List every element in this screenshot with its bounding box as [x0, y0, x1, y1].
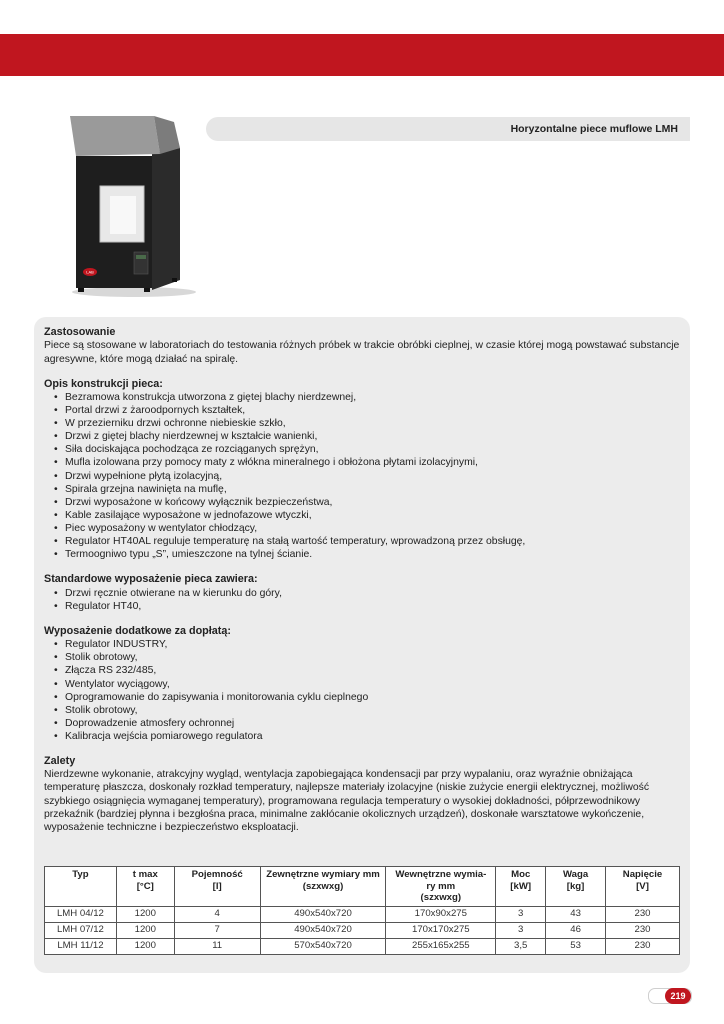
optional-list [44, 638, 680, 743]
list-item: • Regulator HT40AL reguluje temperaturę na stałą wartość temperatury, wprowadzoną przez obsługę, [54, 535, 680, 548]
cell-outer: 570x540x720 [260, 938, 386, 954]
list-item: • Drzwi wypełnione płytą izolacyjną, [54, 470, 680, 483]
header-voltage [606, 867, 680, 907]
header-inner-dimensions [386, 867, 496, 907]
list-item: • Regulator HT40, [54, 600, 680, 613]
header-line: [kW] [510, 880, 532, 892]
cell-weight: 53 [546, 938, 606, 954]
header-line: Moc [511, 869, 531, 880]
list-item: • Drzwi z giętej blachy nierdzewnej w kształcie wanienki, [54, 430, 680, 443]
list-item: • Piec wyposażony w wentylator chłodzący, [54, 522, 680, 535]
list-item: • Doprowadzenie atmosfery ochronnej [54, 717, 680, 730]
construction-heading: Opis konstrukcji pieca: [44, 377, 163, 390]
page-number: 219 [665, 988, 691, 1004]
cell-tmax: 1200 [116, 922, 174, 938]
list-item: • Stolik obrotowy, [54, 651, 680, 664]
cell-power: 3,5 [496, 938, 546, 954]
cell-inner: 170x90x275 [386, 906, 496, 922]
list-item: • Złącza RS 232/485, [54, 664, 680, 677]
list-item: • Regulator INDUSTRY, [54, 638, 680, 651]
header-line: Pojemność [191, 869, 243, 880]
cell-capacity: 11 [174, 938, 260, 954]
advantages-section [44, 755, 680, 834]
header-line: Zewnętrzne wymiary mm [266, 869, 380, 880]
cell-voltage: 230 [606, 938, 680, 954]
list-item: • Kalibracja wejścia pomiarowego regulatora [54, 730, 680, 743]
optional-equipment-section [44, 625, 680, 743]
content-panel [34, 317, 690, 973]
specification-table [44, 866, 680, 955]
cell-type: LMH 04/12 [45, 906, 117, 922]
list-item: • Kable zasilające wyposażone w jednofazowe wtyczki, [54, 509, 680, 522]
header-line: Napięcie [622, 869, 663, 880]
top-brand-bar [0, 34, 724, 76]
standard-list [44, 587, 680, 613]
header-line: [kg] [566, 880, 585, 892]
application-text: Piece są stosowane w laboratoriach do testowania różnych próbek w trakcie obróbki cieplnej, w czasie której mogą powstawać substancje agresywne, które mogą działać na spiralę. [44, 340, 680, 365]
header-outer-dimensions [260, 867, 386, 907]
description-body [44, 326, 680, 846]
list-item: • Oprogramowanie do zapisywania i monitorowania cyklu cieplnego [54, 691, 680, 704]
table-row [45, 938, 680, 954]
list-item: • Termoogniwo typu „S”, umieszczone na tylnej ścianie. [54, 548, 680, 561]
application-heading: Zastosowanie [44, 326, 116, 338]
cell-weight: 46 [546, 922, 606, 938]
standard-equipment-section [44, 573, 680, 613]
list-item: • Siła dociskająca pochodząca ze rozciąganych sprężyn, [54, 443, 680, 456]
optional-heading: Wyposażenie dodatkowe za dopłatą: [44, 624, 231, 637]
table-header-row [45, 867, 680, 907]
muffle-furnace-photo [62, 112, 212, 302]
construction-list [44, 391, 680, 561]
cell-power: 3 [496, 906, 546, 922]
header-line: Typ [72, 869, 89, 880]
header-line: (szxwxg) [420, 892, 462, 903]
header-type [45, 867, 117, 907]
cell-type: LMH 07/12 [45, 922, 117, 938]
cell-voltage: 230 [606, 906, 680, 922]
list-item: • Mufla izolowana przy pomocy maty z włókna mineralnego i obłożona płytami izolacyjnymi, [54, 456, 680, 469]
header-power [496, 867, 546, 907]
cell-tmax: 1200 [116, 938, 174, 954]
cell-tmax: 1200 [116, 906, 174, 922]
cell-outer: 490x540x720 [260, 906, 386, 922]
header-line: [V] [636, 880, 649, 892]
header-line: t max [132, 869, 158, 880]
section-header [206, 117, 690, 141]
construction-section [44, 378, 680, 562]
list-item: • Bezramowa konstrukcja utworzona z giętej blachy nierdzewnej, [54, 391, 680, 404]
page-number-badge [648, 988, 692, 1004]
header-line: Waga [562, 869, 589, 880]
cell-voltage: 230 [606, 922, 680, 938]
cell-inner: 170x170x275 [386, 922, 496, 938]
cell-type: LMH 11/12 [45, 938, 117, 954]
list-item: • W przezierniku drzwi ochronne niebieskie szkło, [54, 417, 680, 430]
cell-capacity: 4 [174, 906, 260, 922]
table-row [45, 922, 680, 938]
advantages-heading: Zalety [44, 754, 76, 767]
application-section [44, 326, 680, 366]
header-line: (szxwxg) [302, 880, 344, 892]
list-item: • Drzwi wyposażone w końcowy wyłącznik bezpieczeństwa, [54, 496, 680, 509]
header-capacity [174, 867, 260, 907]
header-line: [l] [212, 880, 222, 892]
page-title: Horyzontalne piece muflowe LMH [510, 123, 678, 135]
header-line: Wewnętrzne wymia- [395, 869, 487, 880]
list-item: • Spirala grzejna nawinięta na muflę, [54, 483, 680, 496]
cell-capacity: 7 [174, 922, 260, 938]
cell-power: 3 [496, 922, 546, 938]
header-line: ry mm [426, 880, 456, 892]
header-weight [546, 867, 606, 907]
table-row [45, 906, 680, 922]
list-item: • Wentylator wyciągowy, [54, 678, 680, 691]
list-item: • Portal drzwi z żaroodpornych kształtek, [54, 404, 680, 417]
standard-heading: Standardowe wyposażenie pieca zawiera: [44, 573, 258, 586]
photo-logo-text: LAB [86, 269, 94, 275]
header-tmax [116, 867, 174, 907]
cell-inner: 255x165x255 [386, 938, 496, 954]
list-item: • Stolik obrotowy, [54, 704, 680, 717]
header-line: [°C] [136, 880, 154, 892]
advantages-text: Nierdzewne wykonanie, atrakcyjny wygląd, wentylacja zapobiegająca kondensacji par przy wypalaniu, oraz wyraźnie obniżająca temperaturę płaszcza, doskonały rozkład temperatury, najlepsze materiały izolacyjne (niskie zużycie energii elektrycznej, możliwość szybkiego osiągnięcia wymaganej temperatury), programowana regulacja temperatury o wysokiej dokładności, półprzewodnikowy przekaźnik (bardziej płynna i bezgłośna praca, minimalne zakłócanie okolicznych urządzeń), doskonałe warsztatowe wykończenie, wyposażenie techniczne i bezpieczeństwo eksploatacji. [44, 769, 650, 833]
list-item: • Drzwi ręcznie otwierane na w kierunku do góry, [54, 587, 680, 600]
cell-weight: 43 [546, 906, 606, 922]
cell-outer: 490x540x720 [260, 922, 386, 938]
